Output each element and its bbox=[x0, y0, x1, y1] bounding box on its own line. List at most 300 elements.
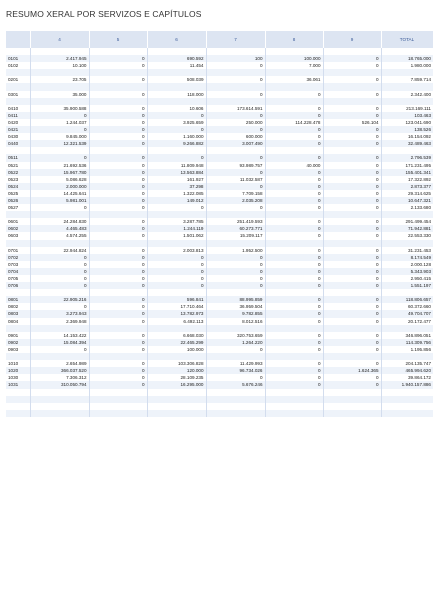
table-cell: 60.273.771 bbox=[206, 225, 265, 232]
table-cell: 2.873.377 bbox=[381, 183, 433, 190]
table-cell bbox=[89, 83, 147, 90]
row-code-cell: 0705 bbox=[6, 275, 30, 282]
table-cell: 15.967.780 bbox=[30, 169, 89, 176]
table-cell: 36.061 bbox=[265, 76, 323, 83]
table-cell bbox=[89, 211, 147, 218]
table-cell bbox=[89, 396, 147, 403]
table-cell: 0 bbox=[265, 126, 323, 133]
table-cell bbox=[30, 147, 89, 154]
table-cell: 0 bbox=[323, 310, 381, 317]
table-cell: 12.321.539 bbox=[30, 140, 89, 147]
table-cell: 7.709.158 bbox=[206, 190, 265, 197]
table-cell: 14.153.422 bbox=[30, 332, 89, 339]
table-cell: 123.041.690 bbox=[381, 119, 433, 126]
table-row bbox=[6, 105, 433, 112]
table-cell: 0 bbox=[89, 310, 147, 317]
table-cell: 0 bbox=[89, 225, 147, 232]
table-cell bbox=[265, 389, 323, 396]
table-cell: 71.942.881 bbox=[381, 225, 433, 232]
table-cell: 0 bbox=[147, 112, 206, 119]
table-cell: 0 bbox=[323, 225, 381, 232]
table-cell: 11.032.587 bbox=[206, 176, 265, 183]
row-code-cell: 0702 bbox=[6, 254, 30, 261]
table-cell: 508.039 bbox=[147, 76, 206, 83]
table-cell: 35.000 bbox=[30, 91, 89, 98]
row-code-cell: 0522 bbox=[6, 169, 30, 176]
table-cell: 5.981.001 bbox=[30, 197, 89, 204]
table-cell bbox=[30, 389, 89, 396]
table-cell bbox=[381, 325, 433, 332]
table-row bbox=[6, 225, 433, 232]
table-cell bbox=[381, 240, 433, 247]
table-cell bbox=[147, 403, 206, 410]
table-cell: 0 bbox=[265, 105, 323, 112]
table-row bbox=[6, 303, 433, 310]
row-code-cell: 0201 bbox=[6, 76, 30, 83]
table-cell bbox=[206, 325, 265, 332]
table-cell: 60.372.660 bbox=[381, 303, 433, 310]
table-cell: 0 bbox=[89, 126, 147, 133]
table-cell: 0 bbox=[323, 296, 381, 303]
table-cell: 5.676.246 bbox=[206, 381, 265, 388]
table-cell: 7.859.714 bbox=[381, 76, 433, 83]
table-cell: 0 bbox=[206, 183, 265, 190]
table-cell bbox=[89, 98, 147, 105]
table-cell: 23.705 bbox=[30, 76, 89, 83]
table-cell: 7.000 bbox=[265, 62, 323, 69]
table-cell: 0 bbox=[89, 360, 147, 367]
table-row bbox=[6, 91, 433, 98]
table-cell: 29.314.625 bbox=[381, 190, 433, 197]
table-row bbox=[6, 325, 433, 332]
table-cell: 0 bbox=[323, 62, 381, 69]
table-cell: 0 bbox=[206, 204, 265, 211]
table-cell: 0 bbox=[89, 261, 147, 268]
table-cell: 0 bbox=[265, 91, 323, 98]
table-cell: 3.273.943 bbox=[30, 310, 89, 317]
table-row bbox=[6, 133, 433, 140]
table-cell bbox=[265, 396, 323, 403]
table-cell: 1.624.365 bbox=[323, 367, 381, 374]
table-cell: 0 bbox=[30, 303, 89, 310]
table-cell: 1.940.157.886 bbox=[381, 381, 433, 388]
table-cell bbox=[147, 289, 206, 296]
table-row bbox=[6, 396, 433, 403]
row-code-cell: 0411 bbox=[6, 112, 30, 119]
table-row bbox=[6, 162, 433, 169]
table-cell bbox=[265, 240, 323, 247]
table-cell bbox=[206, 98, 265, 105]
row-code-cell: 0601 bbox=[6, 218, 30, 225]
column-header bbox=[6, 31, 30, 48]
table-row bbox=[6, 339, 433, 346]
row-code-cell: 0603 bbox=[6, 232, 30, 239]
table-cell bbox=[30, 48, 89, 55]
table-cell bbox=[323, 147, 381, 154]
table-cell: 0 bbox=[89, 105, 147, 112]
table-cell: 0 bbox=[89, 91, 147, 98]
table-cell: 310.050.794 bbox=[30, 381, 89, 388]
table-cell: 3.925.659 bbox=[147, 119, 206, 126]
table-cell: 0 bbox=[323, 332, 381, 339]
row-code-cell: 0801 bbox=[6, 296, 30, 303]
table-cell: 0 bbox=[265, 268, 323, 275]
table-cell: 31.231.453 bbox=[381, 247, 433, 254]
table-row bbox=[6, 147, 433, 154]
table-cell: 0 bbox=[323, 374, 381, 381]
table-cell: 11.429.993 bbox=[206, 360, 265, 367]
table-row bbox=[6, 197, 433, 204]
row-code-cell: 0706 bbox=[6, 282, 30, 289]
table-cell: 291.499.454 bbox=[381, 218, 433, 225]
table-cell: 0 bbox=[265, 310, 323, 317]
table-cell: 0 bbox=[323, 381, 381, 388]
table-cell: 100.000 bbox=[265, 55, 323, 62]
table-cell: 1.980.000 bbox=[381, 62, 433, 69]
table-cell: 0 bbox=[206, 268, 265, 275]
table-cell: 1.160.000 bbox=[147, 133, 206, 140]
table-row bbox=[6, 204, 433, 211]
table-cell: 1.551.197 bbox=[381, 282, 433, 289]
table-cell bbox=[381, 83, 433, 90]
table-cell: 0 bbox=[323, 232, 381, 239]
column-header: 9 bbox=[323, 31, 381, 48]
table-cell: 250.000 bbox=[206, 119, 265, 126]
table-cell: 28.109.235 bbox=[147, 374, 206, 381]
table-cell: 1.244.037 bbox=[30, 119, 89, 126]
row-code-cell bbox=[6, 69, 30, 76]
table-cell: 36.959.504 bbox=[206, 303, 265, 310]
table-cell: 35.900.588 bbox=[30, 105, 89, 112]
table-cell: 22.465.299 bbox=[147, 339, 206, 346]
table-cell: 13.563.884 bbox=[147, 169, 206, 176]
table-cell: 49.704.707 bbox=[381, 310, 433, 317]
row-code-cell bbox=[6, 389, 30, 396]
table-cell: 0 bbox=[89, 374, 147, 381]
table-cell: 8.174.549 bbox=[381, 254, 433, 261]
table-cell: 21.692.536 bbox=[30, 162, 89, 169]
table-cell: 0 bbox=[265, 318, 323, 325]
table-cell: 0 bbox=[89, 268, 147, 275]
table-row bbox=[6, 183, 433, 190]
table-cell: 0 bbox=[265, 133, 323, 140]
table-cell: 0 bbox=[89, 247, 147, 254]
table-cell: 0 bbox=[147, 126, 206, 133]
table-row bbox=[6, 310, 433, 317]
row-code-cell: 0430 bbox=[6, 133, 30, 140]
table-cell bbox=[206, 211, 265, 218]
table-cell: 0 bbox=[89, 303, 147, 310]
table-row bbox=[6, 374, 433, 381]
row-code-cell: 0526 bbox=[6, 197, 30, 204]
table-cell bbox=[206, 240, 265, 247]
table-cell: 0 bbox=[30, 282, 89, 289]
row-code-cell: 1010 bbox=[6, 360, 30, 367]
row-code-cell bbox=[6, 396, 30, 403]
table-cell: 0 bbox=[89, 367, 147, 374]
table-cell: 0 bbox=[265, 367, 323, 374]
row-code-cell bbox=[6, 147, 30, 154]
table-cell: 40.000 bbox=[265, 162, 323, 169]
table-cell: 20.172.477 bbox=[381, 318, 433, 325]
table-row bbox=[6, 62, 433, 69]
table-cell: 366.037.520 bbox=[30, 367, 89, 374]
table-row bbox=[6, 140, 433, 147]
table-cell: 8.012.516 bbox=[206, 318, 265, 325]
table-cell: 0 bbox=[206, 91, 265, 98]
table-cell: 0 bbox=[206, 254, 265, 261]
row-code-cell: 0440 bbox=[6, 140, 30, 147]
table-cell: 161.927 bbox=[147, 176, 206, 183]
table-cell: 2.000.128 bbox=[381, 261, 433, 268]
table-cell bbox=[30, 289, 89, 296]
table-cell bbox=[381, 403, 433, 410]
table-cell: 0 bbox=[147, 204, 206, 211]
row-code-cell: 0410 bbox=[6, 105, 30, 112]
table-row bbox=[6, 360, 433, 367]
table-cell bbox=[265, 403, 323, 410]
table-cell bbox=[265, 325, 323, 332]
row-code-cell: 0803 bbox=[6, 310, 30, 317]
table-cell bbox=[30, 69, 89, 76]
table-cell bbox=[89, 353, 147, 360]
table-cell: 4.574.255 bbox=[30, 232, 89, 239]
table-cell bbox=[89, 403, 147, 410]
table-cell: 16.295.000 bbox=[147, 381, 206, 388]
table-row bbox=[6, 389, 433, 396]
row-code-cell: 1030 bbox=[6, 374, 30, 381]
row-code-cell bbox=[6, 353, 30, 360]
column-header: 4 bbox=[30, 31, 89, 48]
table-cell bbox=[89, 410, 147, 417]
table-cell bbox=[30, 353, 89, 360]
table-cell: 0 bbox=[89, 204, 147, 211]
table-row bbox=[6, 126, 433, 133]
table-cell: 0 bbox=[323, 339, 381, 346]
row-code-cell bbox=[6, 48, 30, 55]
table-row bbox=[6, 240, 433, 247]
table-cell: 0 bbox=[147, 268, 206, 275]
table-cell: 0 bbox=[323, 190, 381, 197]
table-cell bbox=[265, 48, 323, 55]
table-cell: 0 bbox=[265, 190, 323, 197]
table-row bbox=[6, 190, 433, 197]
table-cell: 596.841 bbox=[147, 296, 206, 303]
table-cell bbox=[147, 396, 206, 403]
table-row bbox=[6, 268, 433, 275]
table-row bbox=[6, 381, 433, 388]
table-cell: 0 bbox=[323, 55, 381, 62]
row-code-cell: 0701 bbox=[6, 247, 30, 254]
row-code-cell: 0421 bbox=[6, 126, 30, 133]
table-row bbox=[6, 289, 433, 296]
table-cell: 6.668.030 bbox=[147, 332, 206, 339]
table-row bbox=[6, 55, 433, 62]
table-cell: 3.287.785 bbox=[147, 218, 206, 225]
table-cell: 0 bbox=[147, 254, 206, 261]
table-cell bbox=[206, 396, 265, 403]
table-cell: 2.003.813 bbox=[147, 247, 206, 254]
page-title: RESUMO XERAL POR SERVIZOS E CAPÍTULOS bbox=[6, 9, 202, 19]
table-cell bbox=[30, 83, 89, 90]
table-row bbox=[6, 83, 433, 90]
table-cell bbox=[30, 403, 89, 410]
table-cell: 0 bbox=[265, 176, 323, 183]
table-row bbox=[6, 261, 433, 268]
table-cell bbox=[381, 211, 433, 218]
table-cell: 0 bbox=[323, 275, 381, 282]
table-cell bbox=[206, 389, 265, 396]
table-cell bbox=[323, 69, 381, 76]
row-code-cell: 0902 bbox=[6, 339, 30, 346]
table-cell: 0 bbox=[265, 346, 323, 353]
table-cell: 0 bbox=[89, 332, 147, 339]
table-cell: 0 bbox=[323, 261, 381, 268]
table-row bbox=[6, 367, 433, 374]
table-cell bbox=[147, 83, 206, 90]
table-cell: 5.086.628 bbox=[30, 176, 89, 183]
table-cell bbox=[147, 147, 206, 154]
table-cell: 173.614.591 bbox=[206, 105, 265, 112]
table-cell: 1.501.062 bbox=[147, 232, 206, 239]
table-cell: 103.306.828 bbox=[147, 360, 206, 367]
table-row bbox=[6, 211, 433, 218]
table-cell bbox=[147, 69, 206, 76]
table-cell: 0 bbox=[89, 162, 147, 169]
table-cell: 0 bbox=[206, 76, 265, 83]
table-cell: 0 bbox=[89, 133, 147, 140]
table-cell: 0 bbox=[323, 126, 381, 133]
table-cell bbox=[323, 353, 381, 360]
table-cell: 346.896.051 bbox=[381, 332, 433, 339]
table-cell bbox=[30, 396, 89, 403]
table-cell: 526.104 bbox=[323, 119, 381, 126]
table-cell: 0 bbox=[206, 126, 265, 133]
row-code-cell: 0511 bbox=[6, 154, 30, 161]
table-cell: 0 bbox=[323, 162, 381, 169]
table-cell: 251.419.593 bbox=[206, 218, 265, 225]
table-cell: 0 bbox=[89, 154, 147, 161]
table-cell: 2.369.948 bbox=[30, 318, 89, 325]
table-cell: 0 bbox=[323, 169, 381, 176]
table-row bbox=[6, 247, 433, 254]
table-row bbox=[6, 318, 433, 325]
table-cell: 690.592 bbox=[147, 55, 206, 62]
table-row bbox=[6, 76, 433, 83]
table-cell: 24.284.830 bbox=[30, 218, 89, 225]
table-cell: 0 bbox=[323, 140, 381, 147]
table-cell bbox=[381, 410, 433, 417]
table-cell: 0 bbox=[265, 360, 323, 367]
table-cell: 0 bbox=[206, 154, 265, 161]
table-cell: 14.425.641 bbox=[30, 190, 89, 197]
table-cell: 0 bbox=[30, 154, 89, 161]
table-cell bbox=[206, 410, 265, 417]
table-cell: 0 bbox=[323, 360, 381, 367]
table-body bbox=[6, 48, 433, 417]
column-header: 7 bbox=[206, 31, 265, 48]
table-cell bbox=[381, 389, 433, 396]
table-cell: 0 bbox=[323, 254, 381, 261]
table-cell: 0 bbox=[323, 282, 381, 289]
table-header-row bbox=[6, 31, 433, 48]
table-cell: 2.342.400 bbox=[381, 91, 433, 98]
table-cell: 0 bbox=[30, 254, 89, 261]
summary-table bbox=[6, 31, 434, 417]
table-cell bbox=[265, 83, 323, 90]
table-cell: 0 bbox=[89, 119, 147, 126]
table-cell bbox=[147, 410, 206, 417]
table-row bbox=[6, 296, 433, 303]
table-cell: 10.647.321 bbox=[381, 197, 433, 204]
table-cell: 0 bbox=[89, 176, 147, 183]
row-code-cell: 0521 bbox=[6, 162, 30, 169]
table-cell: 0 bbox=[89, 197, 147, 204]
table-cell: 22.553.330 bbox=[381, 232, 433, 239]
table-cell bbox=[89, 325, 147, 332]
table-cell: 114.228.478 bbox=[265, 119, 323, 126]
table-cell: 0 bbox=[265, 140, 323, 147]
table-cell: 0 bbox=[265, 232, 323, 239]
table-cell bbox=[206, 69, 265, 76]
table-cell: 0 bbox=[89, 318, 147, 325]
column-header: 6 bbox=[147, 31, 206, 48]
table-cell bbox=[30, 98, 89, 105]
table-cell: 0 bbox=[265, 296, 323, 303]
table-cell bbox=[89, 48, 147, 55]
row-code-cell: 0804 bbox=[6, 318, 30, 325]
table-cell: 0 bbox=[89, 140, 147, 147]
table-cell: 0 bbox=[265, 225, 323, 232]
table-cell: 0 bbox=[206, 346, 265, 353]
table-row bbox=[6, 232, 433, 239]
table-cell: 13.782.973 bbox=[147, 310, 206, 317]
table-cell: 0 bbox=[206, 112, 265, 119]
table-cell bbox=[89, 69, 147, 76]
table-cell: 11.454 bbox=[147, 62, 206, 69]
table-cell bbox=[147, 48, 206, 55]
table-cell: 0 bbox=[147, 282, 206, 289]
table-row bbox=[6, 353, 433, 360]
table-cell: 0 bbox=[265, 303, 323, 310]
table-cell: 0 bbox=[89, 112, 147, 119]
table-cell: 17.322.892 bbox=[381, 176, 433, 183]
row-code-cell bbox=[6, 98, 30, 105]
table-cell: 0 bbox=[265, 261, 323, 268]
table-cell: 1.952.500 bbox=[206, 247, 265, 254]
table-cell: 0 bbox=[89, 218, 147, 225]
table-cell: 0 bbox=[265, 218, 323, 225]
table-cell bbox=[147, 353, 206, 360]
table-cell bbox=[323, 98, 381, 105]
table-cell: 1.322.085 bbox=[147, 190, 206, 197]
table-cell: 0 bbox=[323, 318, 381, 325]
table-row bbox=[6, 218, 433, 225]
table-cell bbox=[323, 389, 381, 396]
column-header: 8 bbox=[265, 31, 323, 48]
table-cell: 118.806.657 bbox=[381, 296, 433, 303]
table-cell: 0 bbox=[265, 339, 323, 346]
table-cell bbox=[147, 389, 206, 396]
table-cell: 0 bbox=[30, 275, 89, 282]
table-cell bbox=[206, 147, 265, 154]
row-code-cell: 1020 bbox=[6, 367, 30, 374]
table-cell: 0 bbox=[89, 183, 147, 190]
row-code-cell bbox=[6, 410, 30, 417]
column-header: 5 bbox=[89, 31, 147, 48]
table-cell: 0 bbox=[89, 232, 147, 239]
table-cell: 2.654.989 bbox=[30, 360, 89, 367]
